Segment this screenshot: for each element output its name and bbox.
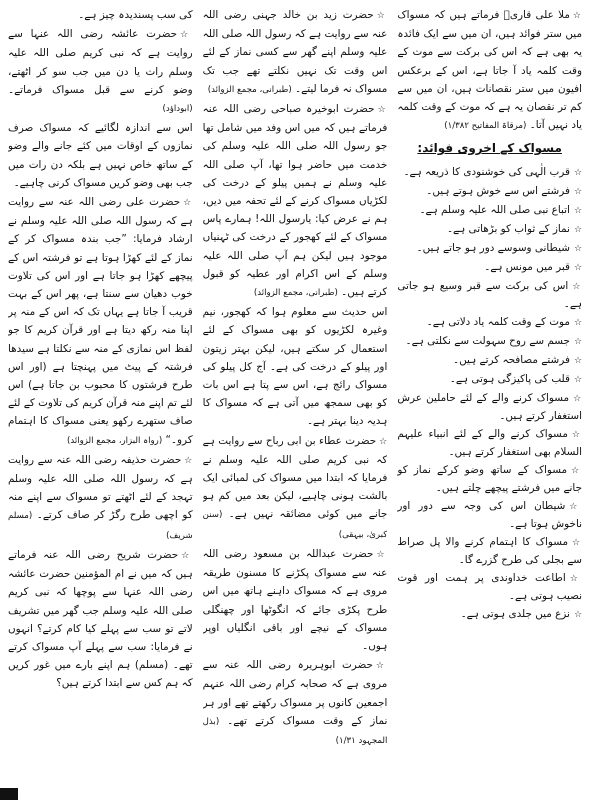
benefit-text: فرشتے مصافحہ کرتے ہیں۔ [453, 353, 570, 366]
benefits-heading: مسواک کے اخروی فوائد: [417, 141, 562, 156]
benefit-text: شیطانی وسوسے دور ہو جاتے ہیں۔ [416, 241, 570, 254]
benefit-text: مسواک کرنے والے کے لئے انبیاء علیہم السلام بھی استغفار کرتے ہیں۔ [397, 427, 583, 458]
reference: (طبرانی، مجمع الزوائد) [207, 84, 292, 95]
benefit-item [397, 259, 582, 277]
reference: (طبرانی، مجمع الزوائد) [253, 288, 338, 299]
benefit-item [397, 570, 582, 605]
star-icon: ☆ [573, 167, 583, 178]
star-icon: ☆ [572, 281, 583, 292]
reference: (مرقاۃ المفاتیح ۱/۳۸۲) [444, 121, 527, 132]
benefits-list [397, 164, 582, 624]
reference: (مسلم شریف) [8, 511, 193, 541]
star-icon: ☆ [571, 465, 583, 476]
reference: (سنن کبریٰ، بیہقی) [202, 510, 388, 540]
benefit-item [397, 498, 582, 533]
hadith-paragraph [8, 193, 193, 450]
benefit-text: فرشتے اس سے خوش ہوتے ہیں۔ [426, 184, 570, 197]
hadith-text: حضرت ابوخیرہ صباحی رضی اللہ عنہ فرماتے ہیں کہ میں اس وفد میں شامل تھا جو رسول اللہ صلی اللہ علیہ وسلم کی خدمت میں حاضر ہوا تھا، آپ صلی اللہ علیہ وسلم نے ہمیں پیلو کے درخت کی لکڑیاں مسواک کرنے کے لئے تحفہ میں دیں، ہم نے عرض کیا: یارسول اللہ! ہمارے پاس مسواک کے لئے کھجور کے درخت کی ٹہنیاں موجود ہیں لیکن ہم آپ صلی اللہ علیہ وسلم کے اس اکرام اور عطیہ کو قبول کرتے ہیں۔ [202, 103, 388, 299]
hadith-text: حضرت عطاء بن ابی رباح سے روایت ہے کہ نبی کریم صلی اللہ علیہ وسلم نے فرمایا کہ ابتدا میں مسواک کی لمبائی ایک بالشت ہونی چاہیے، لیکن بعد میں کم ہو جانے میں کوئی مضائقہ نہیں ہے۔ [202, 434, 388, 521]
star-icon: ☆ [379, 436, 388, 447]
star-icon: ☆ [573, 186, 583, 197]
benefit-text: مسواک کے ساتھ وضو کرکے نماز کو جانے میں فرشتے پیچھے چلتے ہیں۔ [397, 463, 583, 494]
star-icon: ☆ [573, 355, 583, 366]
star-icon: ☆ [573, 336, 583, 347]
star-icon: ☆ [569, 573, 583, 584]
star-icon: ☆ [573, 243, 583, 254]
benefit-item [397, 183, 582, 201]
paragraph-text: اس سے اندازہ لگائیے کہ مسواک صرف نمازوں کے اوقات میں کئے جانے والے وضو کے ساتھ خاص نہیں ہے بلکہ دن رات میں جب بھی وضو کریں مسواک کرنی چاہیے۔ [8, 122, 193, 189]
paragraph [8, 119, 193, 192]
benefit-item [397, 221, 582, 239]
star-icon: ☆ [376, 11, 388, 21]
star-icon: ☆ [573, 317, 583, 328]
paragraph-text: کی سب پسندیدہ چیز ہے۔ [78, 9, 193, 21]
star-icon: ☆ [572, 11, 583, 21]
benefit-item [397, 202, 582, 220]
hadith-paragraph [8, 546, 193, 693]
star-icon: ☆ [375, 661, 388, 672]
paragraph-text: ملا علی قاریؒ فرماتے ہیں کہ مسواک میں ستر فوائد ہیں، ان میں سے ایک فائدہ یہ بھی ہے کہ اس کی برکت سے موت کے وقت کلمہ یاد آ جاتا ہے، اس کے برعکس افیون میں ستر نقصانات ہیں، ان میں سے کم تر نقصان یہ ہے کہ موت کے وقت کلمہ یاد نہیں آتا۔ [397, 9, 583, 132]
star-icon: ☆ [573, 393, 583, 404]
benefit-text: مسواک کرنے والے کے لئے حاملین عرش استغفار کرتے ہیں۔ [397, 391, 583, 422]
benefit-text: نزع میں جلدی ہوتی ہے۔ [460, 607, 570, 620]
benefit-text: اتباع نبی صلی اللہ علیہ وسلم ہے۔ [419, 203, 570, 216]
benefit-text: قبر میں مونس ہے۔ [484, 260, 570, 273]
hadith-paragraph [397, 6, 582, 135]
star-icon: ☆ [184, 455, 193, 466]
star-icon: ☆ [573, 224, 583, 235]
hadith-paragraph [203, 100, 388, 302]
star-icon: ☆ [376, 549, 388, 560]
reference: (رواہ البزار، مجمع الزوائد) [67, 435, 163, 446]
benefit-item [397, 314, 582, 332]
reference: (ابوداؤد) [162, 104, 193, 115]
benefit-text: قلب کی پاکیزگی ہوتی ہے۔ [449, 372, 570, 385]
hadith-text: حضرت شریح رضی اللہ عنہ فرماتے ہیں کہ میں نے ام المؤمنین حضرت عائشہ رضی اللہ عنہا سے پوچھا کہ نبی کریم صلی اللہ علیہ وسلم جب گھر میں تشریف لاتے تو سب سے پہلے کیا کام کرتے؟ انہوں نے فرمایا: سب سے پہلے آپ مسواک کرتے تھے۔ (مسلم) ہم اپنے بارے میں غور کریں کہ ہم کس سے ابتدا کرتے ہیں؟ [8, 548, 193, 690]
benefit-item [397, 240, 582, 258]
benefit-text: قرب الٰہی کی خوشنودی کا ذریعہ ہے۔ [403, 165, 570, 178]
hadith-text: حضرت حذیفہ رضی اللہ عنہ سے روایت ہے کہ رسول اللہ صلی اللہ علیہ وسلم تہجد کے لئے اٹھتے تو مسواک سے اپنے منہ کو اچھی طرح رگڑ کر صاف کرتے۔ [8, 453, 193, 522]
benefit-text: اس کی برکت سے قبر وسیع ہو جاتی ہے۔ [397, 279, 583, 310]
hadith-paragraph [203, 545, 388, 655]
benefit-text: جسم سے روح سہولت سے نکلتی ہے۔ [405, 334, 570, 347]
benefit-text: مسواک کا اہتمام کرنے والا پل صراط سے بجلی کی طرح گزرے گا۔ [397, 535, 583, 566]
benefit-text: نماز کے ثواب کو بڑھاتی ہے۔ [446, 222, 570, 235]
paragraph [203, 303, 388, 430]
hadith-text: حضرت عبداللہ بن مسعود رضی اللہ عنہ سے مسواک پکڑنے کا مسنون طریقہ مروی ہے کہ مسواک داہنے ہاتھ میں اس طرح پکڑی جائے کہ انگوٹھا اور چھنگلی مسواک کے نیچے اور باقی انگلیاں اوپر ہوں۔ [202, 547, 388, 652]
benefit-item [397, 333, 582, 351]
star-icon: ☆ [573, 609, 583, 620]
benefit-item [397, 164, 582, 182]
hadith-text: حضرت زید بن خالد جہنی رضی اللہ عنہ سے روایت ہے کہ رسول اللہ صلی اللہ علیہ وسلم اپنے گھر سے کسی نماز کے لئے اس وقت تک نہیں نکلتے تھے جب تک مسواک نہ فرما لیتے۔ [202, 9, 388, 95]
hadith-text: حضرت ابوہریرہ رضی اللہ عنہ سے مروی ہے کہ صحابہ کرام رضی اللہ عنہم اجمعین کانوں پر مسواک رکھتے تھے اور ہر نماز کے وقت مسواک کرتے تھے۔ [202, 659, 388, 727]
hadith-paragraph [203, 656, 388, 750]
column-left [397, 6, 582, 796]
paragraph [8, 6, 193, 24]
star-icon: ☆ [181, 550, 193, 561]
star-icon: ☆ [573, 262, 583, 273]
star-icon: ☆ [183, 198, 193, 209]
star-icon: ☆ [377, 105, 388, 116]
benefit-item [397, 371, 582, 389]
benefit-item [397, 534, 582, 569]
star-icon: ☆ [573, 374, 583, 385]
hadith-text: حضرت عائشہ رضی اللہ عنہا سے روایت ہے کہ نبی کریم صلی اللہ علیہ وسلم رات یا دن میں جب سو کر اٹھتے، وضو کرنے سے قبل مسواک فرماتے۔ [8, 28, 193, 96]
hadith-paragraph [203, 432, 388, 544]
column-right [8, 6, 193, 796]
benefit-item [397, 606, 582, 624]
hadith-paragraph [203, 6, 388, 99]
star-icon: ☆ [180, 30, 193, 41]
benefit-item [397, 352, 582, 370]
star-icon: ☆ [569, 501, 582, 512]
benefit-item [397, 462, 582, 497]
benefit-text: اطاعت خداوندی پر ہمت اور قوت نصیب ہوتی ہے۔ [397, 571, 583, 602]
column-middle [203, 6, 388, 796]
paragraph-text: اس حدیث سے معلوم ہوا کہ کھجور، نیم وغیرہ لکڑیوں کو بھی مسواک کے لئے استعمال کر سکتے ہیں، لیکن بہتر زیتون اور پیلو کے درخت کی ہے۔ آج کل پیلو کی مسواک رائج ہے، اس سے پتا ہے اس بات کو بھی سمجھ میں آتی ہے کہ مسواک کا ہدیہ دینا بہتر ہے۔ [202, 306, 388, 428]
benefit-text: موت کے وقت کلمہ یاد دلاتی ہے۔ [426, 315, 570, 328]
reference: (بذل المجہود ۱/۳۱) [202, 716, 388, 746]
star-icon: ☆ [571, 429, 582, 440]
star-icon: ☆ [572, 537, 583, 548]
star-icon: ☆ [573, 205, 583, 216]
hadith-paragraph [8, 25, 193, 118]
benefit-item [397, 278, 582, 313]
hadith-paragraph [8, 451, 193, 545]
page-corner-mark [0, 788, 18, 800]
hadith-text: حضرت علی رضی اللہ عنہ سے روایت ہے کہ رسول اللہ صلی اللہ علیہ وسلم نے ارشاد فرمایا: ”جب بندہ مسواک کر کے نماز کے لئے کھڑا ہوتا ہے تو فرشتہ اس کے پیچھے کھڑا ہو جاتا ہے اور اس کی تلاوت خوب دھیان سے سنتا ہے، پھر اس کے بہت قریب آ جاتا ہے یہاں تک کہ اس کے منہ پر اپنا منہ رکھ دیتا ہے اور قرآن کریم کا جو لفظ اس نمازی کے منہ سے نکلتا ہے سیدھا فرشتہ کے پیٹ میں پہنچتا ہے (اور اس طرح فرشتوں کا محبوب بن جاتا ہے) اس لئے تم اپنے منہ قرآن کریم کی تلاوت کے لئے صاف ستھرے رکھو یعنی مسواک کا اہتمام کرو۔“ [8, 196, 193, 446]
benefit-item [397, 426, 582, 461]
benefit-item [397, 390, 582, 425]
benefit-text: شیطان اس کی وجہ سے دور اور ناخوش ہوتا ہے۔ [397, 499, 583, 530]
